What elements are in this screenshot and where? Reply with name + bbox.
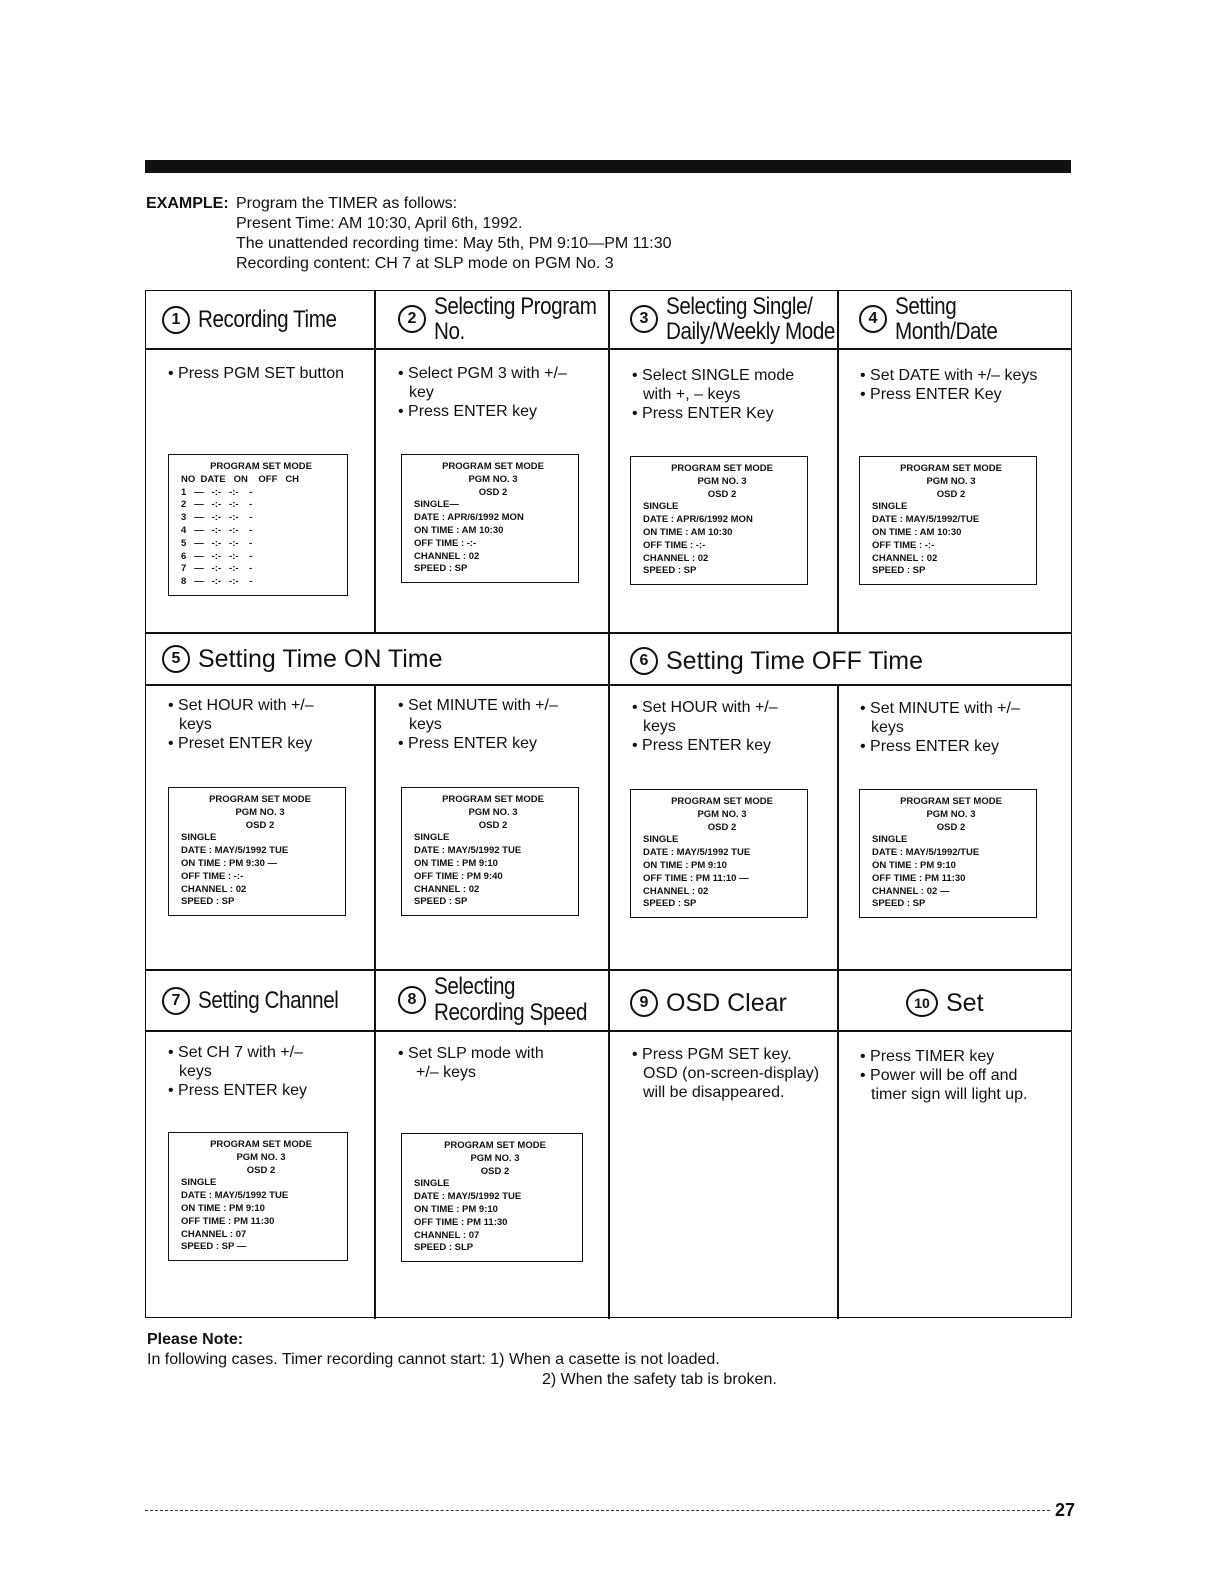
step-2-instructions [398, 364, 613, 421]
step-number: 8 [398, 986, 426, 1014]
osd-line: PGM NO. 3 [697, 808, 747, 820]
instruction-line: • Select PGM 3 with +/– [398, 365, 567, 382]
grid-line [608, 632, 610, 969]
instruction-line: keys [179, 716, 212, 733]
step-number: 7 [162, 987, 190, 1015]
step-7-header [162, 979, 361, 1023]
osd-line: DATE : MAY/5/1992/TUE [872, 514, 980, 526]
step-10-header [906, 981, 984, 1025]
osd-line: OSD 2 [480, 1165, 510, 1177]
osd-line: OFF TIME : PM 11:30 [414, 1216, 508, 1228]
osd-line: SINGLE [414, 1178, 450, 1190]
osd-screen [859, 789, 1037, 918]
osd-line: OSD 2 [936, 488, 966, 500]
osd-line: PROGRAM SET MODE [209, 794, 311, 805]
step-title-line: Daily/Weekly Mode [666, 318, 835, 345]
osd-line: ON TIME : AM 10:30 [872, 526, 962, 538]
step-title [666, 294, 835, 344]
please-note [147, 1330, 777, 1390]
osd-line: OFF TIME : PM 9:40 [414, 870, 503, 882]
osd-line: 3 — -:- -:- - [181, 512, 253, 524]
step-number: 9 [630, 989, 658, 1017]
osd-line: CHANNEL : 02 [414, 550, 480, 562]
step-8-header [398, 972, 612, 1028]
step-title-line: Selecting Single/ [666, 293, 813, 320]
osd-screen [630, 789, 808, 918]
osd-screen [168, 454, 348, 596]
osd-line: ON TIME : PM 9:10 [414, 1203, 498, 1215]
top-rule [145, 160, 1071, 173]
steps-grid [145, 290, 1072, 1318]
osd-line: SPEED : SLP [414, 1242, 474, 1254]
osd-line: PGM NO. 3 [926, 475, 976, 487]
osd-line: ON TIME : AM 10:30 [414, 524, 504, 536]
osd-line: 8 — -:- -:- - [181, 576, 253, 588]
osd-line: CHANNEL : 02 — [872, 885, 950, 897]
instruction-line: • Press ENTER key [860, 738, 999, 755]
step-6b-instructions [860, 699, 1075, 756]
osd-line: OFF TIME : -:- [414, 537, 477, 549]
osd-line: SPEED : SP [872, 898, 926, 910]
osd-line: OFF TIME : PM 11:30 [181, 1215, 275, 1227]
osd-line: SINGLE— [414, 499, 459, 511]
osd-line: 6 — -:- -:- - [181, 550, 253, 562]
instruction-line: • Set HOUR with +/– [168, 697, 314, 714]
instruction-line: • Press PGM SET button [168, 365, 345, 382]
osd-line: DATE : MAY/5/1992 TUE [414, 845, 522, 857]
osd-line: OFF TIME : -:- [643, 539, 706, 551]
grid-line [837, 969, 839, 1319]
osd-screen [630, 456, 808, 585]
osd-line: OSD 2 [478, 486, 508, 498]
step-number: 3 [630, 305, 658, 333]
instruction-line: will be disappeared. [643, 1084, 785, 1101]
step-title: Setting Channel [198, 987, 339, 1014]
example-line: Present Time: AM 10:30, April 6th, 1992. [236, 215, 523, 232]
osd-line: ON TIME : PM 9:10 [414, 857, 498, 869]
instruction-line: keys [643, 718, 676, 735]
osd-line: DATE : APR/6/1992 MON [414, 512, 524, 524]
osd-line: SPEED : SP [872, 565, 926, 577]
osd-line: OFF TIME : -:- [872, 539, 935, 551]
osd-line: ON TIME : PM 9:30 — [181, 857, 278, 869]
step-number: 1 [162, 306, 190, 334]
osd-line: PROGRAM SET MODE [442, 794, 544, 805]
osd-line: SPEED : SP [643, 565, 697, 577]
step-3-instructions [632, 366, 847, 423]
osd-line: SINGLE [181, 1177, 217, 1189]
osd-line: OSD 2 [707, 821, 737, 833]
instruction-line: • Press ENTER key [168, 1082, 307, 1099]
step-number: 5 [162, 645, 190, 673]
step-title-line: Selecting [434, 973, 516, 1000]
osd-line: SINGLE [643, 834, 679, 846]
osd-line: 4 — -:- -:- - [181, 524, 253, 536]
step-title: Set [946, 989, 984, 1017]
osd-line: OSD 2 [936, 821, 966, 833]
instruction-line: keys [179, 1063, 212, 1080]
instruction-line: • Press TIMER key [860, 1048, 995, 1065]
step-10-instructions [860, 1047, 1075, 1104]
osd-line: PGM NO. 3 [926, 808, 976, 820]
step-9-header [630, 981, 787, 1025]
osd-line: SINGLE [181, 832, 217, 844]
instruction-line: • Press PGM SET key. [632, 1046, 792, 1063]
example-label: EXAMPLE: [146, 195, 229, 212]
osd-line: 7 — -:- -:- - [181, 563, 253, 575]
osd-screen [859, 456, 1037, 585]
osd-line: PROGRAM SET MODE [900, 463, 1002, 474]
osd-line: SPEED : SP [414, 563, 468, 575]
step-title [895, 294, 997, 344]
page-number: 27 [1055, 1500, 1076, 1520]
step-6a-instructions [632, 698, 847, 755]
osd-line: ON TIME : PM 9:10 [181, 1202, 265, 1214]
step-3-header [630, 293, 862, 345]
step-1-header [162, 301, 359, 339]
osd-line: SINGLE [872, 834, 908, 846]
osd-line: 2 — -:- -:- - [181, 499, 253, 511]
step-2-header [398, 293, 623, 345]
osd-line: SPEED : SP [414, 896, 468, 908]
instruction-line: OSD (on-screen-display) [643, 1065, 820, 1082]
osd-line: SINGLE [643, 501, 679, 513]
instruction-line: • Press ENTER Key [632, 405, 774, 422]
osd-line: OSD 2 [245, 819, 275, 831]
osd-line: PROGRAM SET MODE [444, 1140, 546, 1151]
step-4-instructions [860, 366, 1075, 404]
step-title [434, 974, 587, 1026]
instruction-line: • Set SLP mode with [398, 1045, 544, 1062]
example-line: Program the TIMER as follows: [236, 195, 458, 212]
example-line: The unattended recording time: May 5th, PM 9:10—PM 11:30 [236, 235, 672, 252]
osd-line: DATE : APR/6/1992 MON [643, 514, 753, 526]
instruction-line: +/– keys [416, 1064, 477, 1081]
osd-line: PGM NO. 3 [697, 475, 747, 487]
osd-line: PGM NO. 3 [468, 806, 518, 818]
osd-line: PROGRAM SET MODE [210, 1139, 312, 1150]
step-title: OSD Clear [666, 989, 787, 1017]
osd-line: PROGRAM SET MODE [671, 463, 773, 474]
note-title: Please Note: [147, 1331, 244, 1348]
osd-line: OSD 2 [478, 819, 508, 831]
step-9-instructions [632, 1045, 847, 1102]
instruction-line: • Press ENTER key [398, 403, 537, 420]
grid-line [374, 969, 376, 1319]
instruction-line: • Press ENTER Key [860, 386, 1002, 403]
step-title-line: Selecting Program [434, 293, 597, 320]
osd-line: ON TIME : PM 9:10 [643, 859, 727, 871]
osd-line: PROGRAM SET MODE [210, 461, 312, 472]
instruction-line: • Set MINUTE with +/– [860, 700, 1020, 717]
step-number: 4 [859, 305, 887, 333]
osd-line: CHANNEL : 02 [181, 883, 247, 895]
step-number: 10 [906, 989, 938, 1017]
osd-line: CHANNEL : 02 [414, 883, 480, 895]
osd-line: OFF TIME : PM 11:10 — [643, 872, 749, 884]
instruction-line: • Press ENTER key [398, 735, 537, 752]
osd-line: DATE : MAY/5/1992 TUE [181, 845, 289, 857]
osd-line: 5 — -:- -:- - [181, 537, 253, 549]
osd-line: SINGLE [872, 501, 908, 513]
instruction-line: key [409, 384, 434, 401]
osd-line: CHANNEL : 07 [181, 1228, 247, 1240]
step-6-header [630, 643, 923, 679]
step-number: 6 [630, 647, 658, 675]
instruction-line: timer sign will light up. [871, 1086, 1028, 1103]
step-7-instructions [168, 1043, 383, 1100]
osd-line: 1 — -:- -:- - [181, 486, 253, 498]
osd-screen [401, 1133, 583, 1262]
step-title: Setting Time OFF Time [666, 647, 924, 675]
step-title [434, 294, 596, 344]
osd-line: CHANNEL : 07 [414, 1229, 480, 1241]
osd-line: CHANNEL : 02 [643, 552, 709, 564]
instruction-line: • Preset ENTER key [168, 735, 313, 752]
example-block [146, 194, 672, 274]
osd-line: SINGLE [414, 832, 450, 844]
osd-line: DATE : MAY/5/1992 TUE [643, 847, 751, 859]
step-title: Recording Time [198, 306, 337, 333]
osd-line: SPEED : SP [181, 896, 235, 908]
osd-line: PGM NO. 3 [236, 1151, 286, 1163]
note-line: 2) When the safety tab is broken. [542, 1371, 777, 1388]
instruction-line: with +, – keys [643, 386, 741, 403]
osd-line: PROGRAM SET MODE [900, 796, 1002, 807]
step-title: Setting Time ON Time [198, 645, 443, 673]
osd-line: DATE : MAY/5/1992 TUE [181, 1190, 289, 1202]
osd-line: OSD 2 [246, 1164, 276, 1176]
osd-line: PGM NO. 3 [235, 806, 285, 818]
grid-line [374, 291, 376, 632]
osd-line: ON TIME : PM 9:10 [872, 859, 956, 871]
instruction-line: • Power will be off and [860, 1067, 1018, 1084]
step-number: 2 [398, 305, 426, 333]
osd-line: CHANNEL : 02 [643, 885, 709, 897]
osd-line: PROGRAM SET MODE [442, 461, 544, 472]
step-1-instructions [168, 364, 383, 383]
osd-line: PGM NO. 3 [470, 1152, 520, 1164]
osd-screen [168, 1132, 348, 1261]
osd-screen [168, 787, 346, 916]
instruction-line: keys [409, 716, 442, 733]
instruction-line: • Press ENTER key [632, 737, 771, 754]
example-line: Recording content: CH 7 at SLP mode on PGM No. 3 [236, 255, 614, 272]
osd-screen [401, 454, 579, 583]
instruction-line: keys [871, 719, 904, 736]
step-title-line: No. [434, 318, 465, 345]
osd-line: OFF TIME : PM 11:30 [872, 872, 966, 884]
osd-screen [401, 787, 579, 916]
osd-line: OFF TIME : -:- [181, 870, 244, 882]
step-4-header [859, 293, 1014, 345]
step-8-instructions [398, 1044, 613, 1082]
step-5b-instructions [398, 696, 613, 753]
instruction-line: • Set MINUTE with +/– [398, 697, 558, 714]
osd-line: SPEED : SP — [181, 1241, 247, 1253]
osd-line: ON TIME : AM 10:30 [643, 526, 733, 538]
osd-line: PGM NO. 3 [468, 473, 518, 485]
instruction-line: • Set CH 7 with +/– [168, 1044, 303, 1061]
osd-line: DATE : MAY/5/1992 TUE [414, 1191, 522, 1203]
step-5a-instructions [168, 696, 383, 753]
osd-line: NO DATE ON OFF CH [181, 473, 300, 485]
step-title-line: Month/Date [895, 318, 998, 345]
osd-line: DATE : MAY/5/1992/TUE [872, 847, 980, 859]
osd-line: CHANNEL : 02 [872, 552, 938, 564]
note-line: In following cases. Timer recording cannot start: 1) When a casette is not loaded. [147, 1351, 720, 1368]
instruction-line: • Select SINGLE mode [632, 367, 795, 384]
instruction-line: • Set HOUR with +/– [632, 699, 778, 716]
osd-line: OSD 2 [707, 488, 737, 500]
step-title-line: Setting [895, 293, 957, 320]
osd-line: SPEED : SP [643, 898, 697, 910]
step-5-header [162, 641, 443, 677]
footer-rule [145, 1510, 1050, 1511]
step-title-line: Recording Speed [434, 999, 588, 1026]
osd-line: PROGRAM SET MODE [671, 796, 773, 807]
instruction-line: • Set DATE with +/– keys [860, 367, 1038, 384]
